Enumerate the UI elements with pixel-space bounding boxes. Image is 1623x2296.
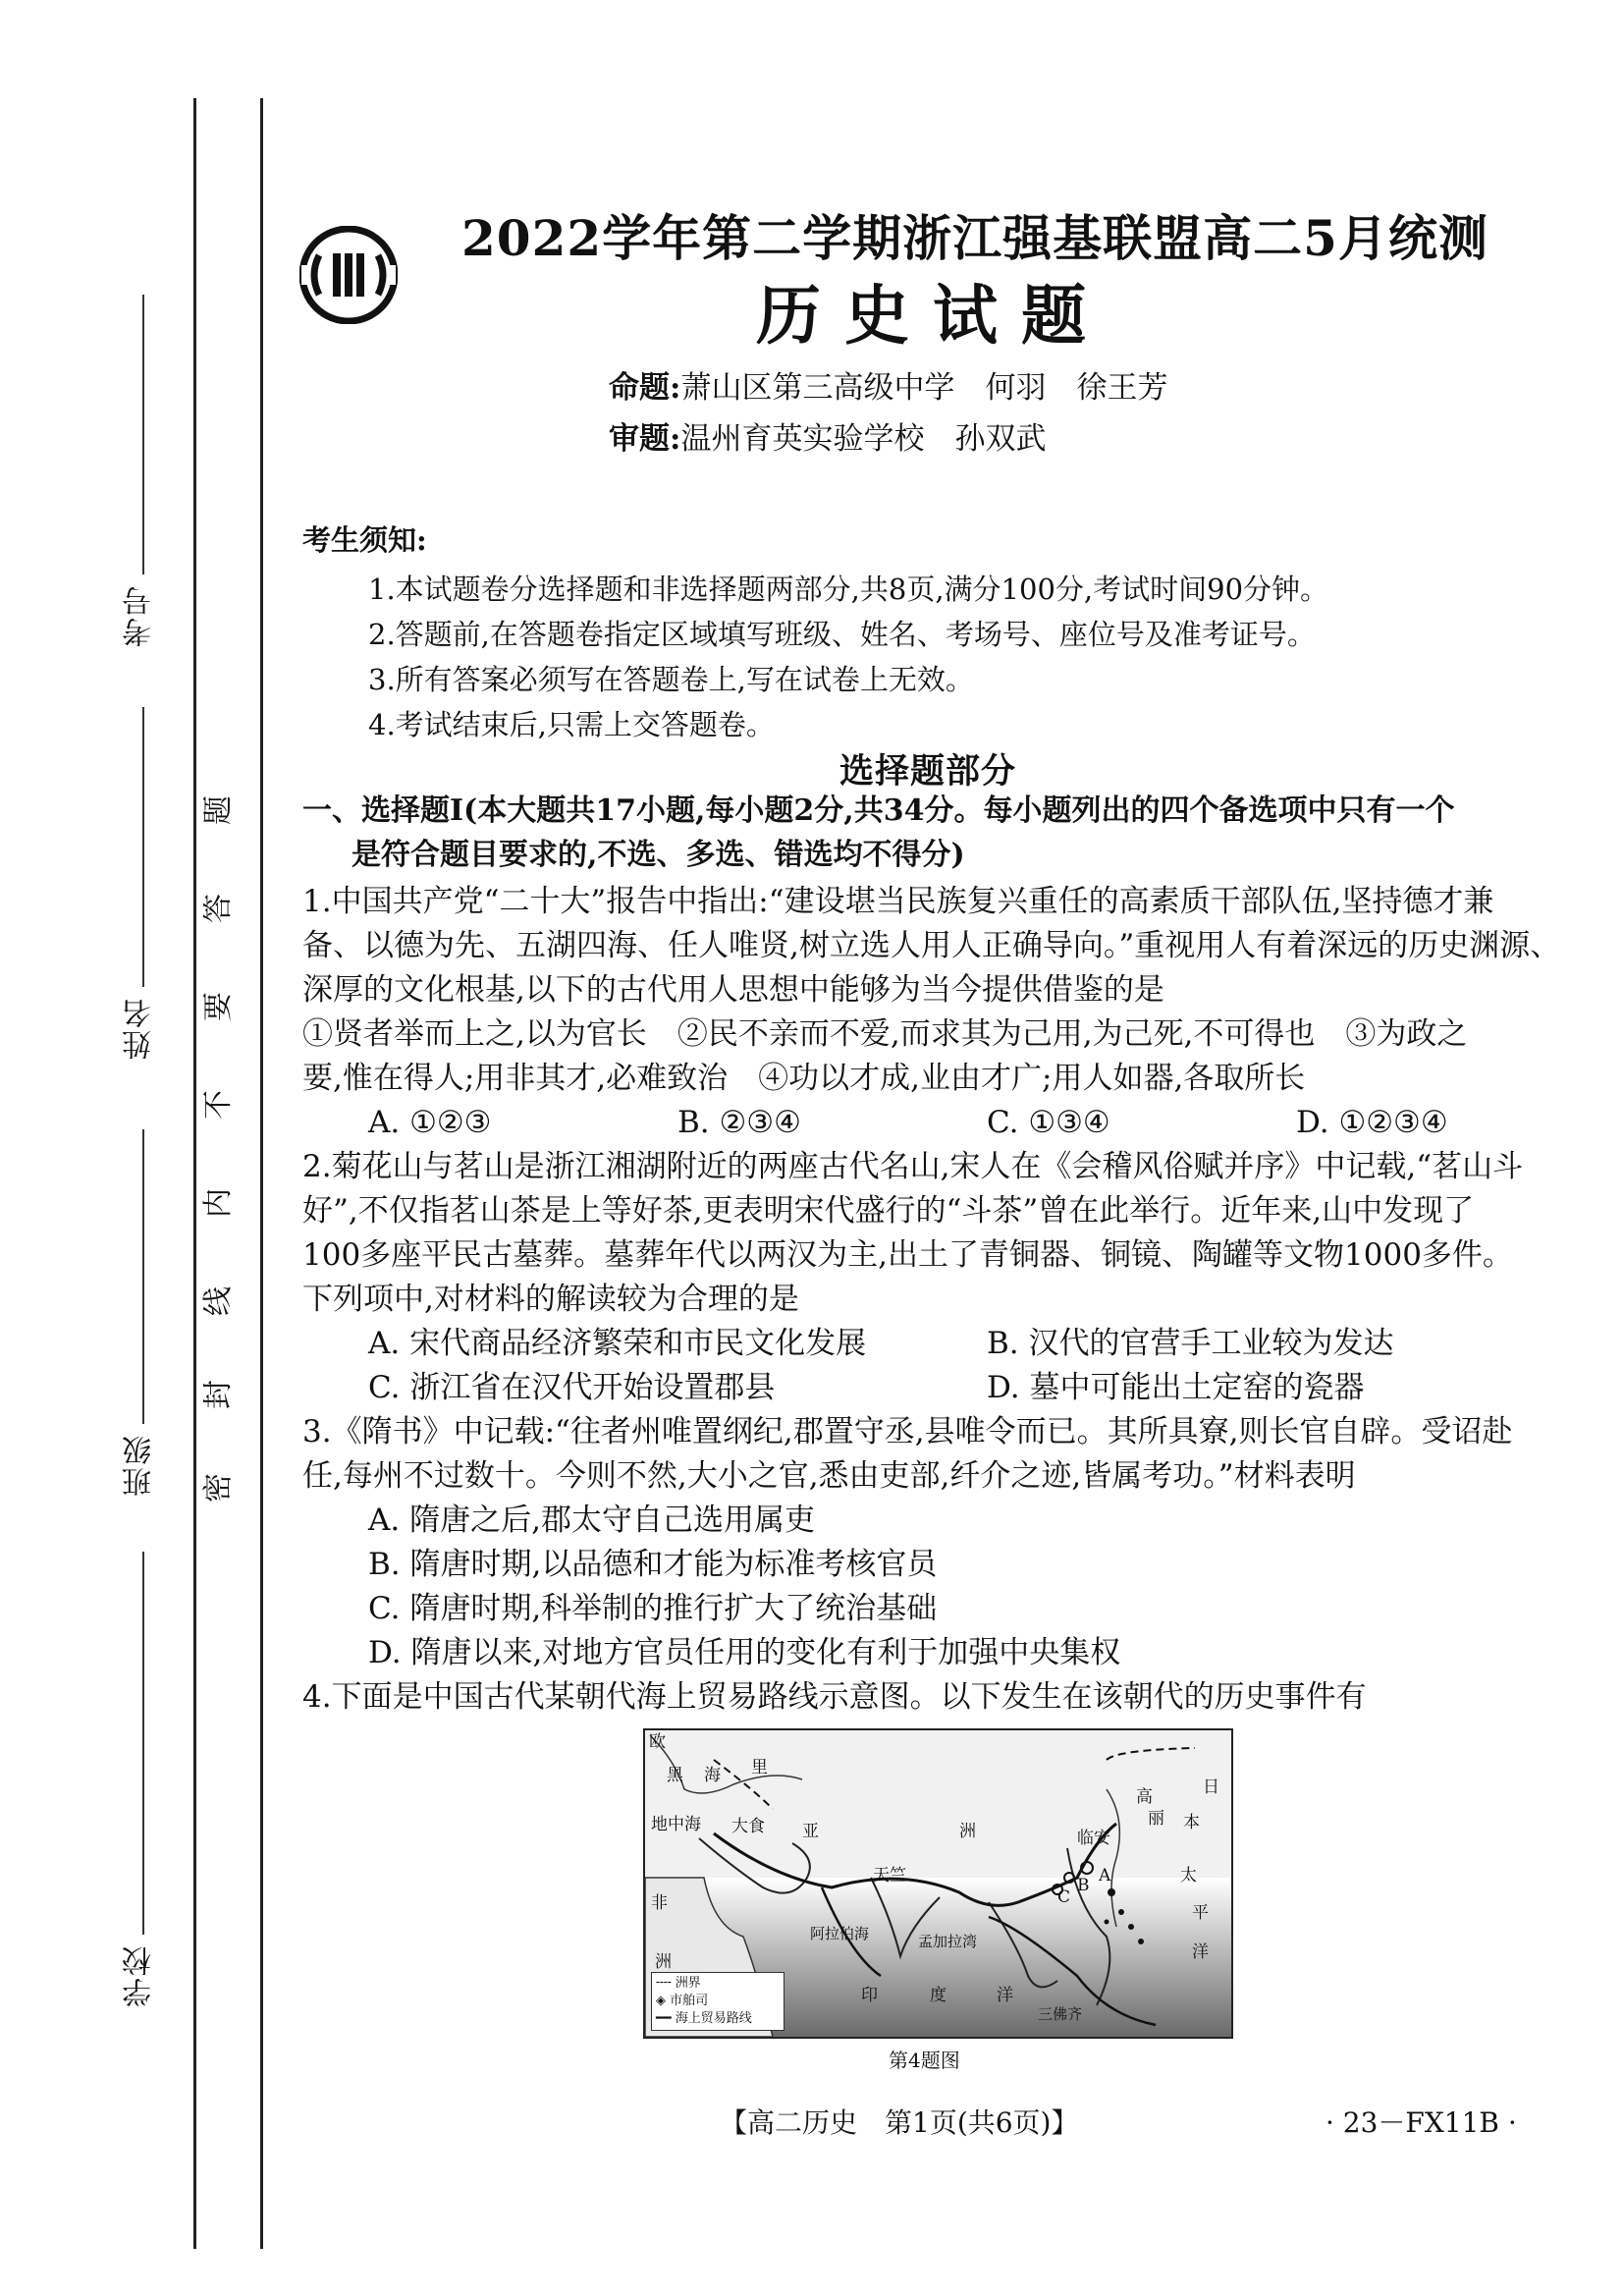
reviewer-line	[609, 421, 1047, 457]
map-label-europe: 欧	[649, 1732, 666, 1752]
seal-char: 答	[201, 894, 236, 923]
question-2-text: 好”,不仅指茗山茶是上等好茶,更表明宋代盛行的“斗茶”曾在此举行。近年来,山中发现了	[302, 1193, 1475, 1229]
map-label-linan: 临安	[1077, 1829, 1110, 1848]
seal-char: 不	[201, 1090, 236, 1120]
map-label-pacific: 太	[1180, 1866, 1197, 1886]
question-1-text: 深厚的文化根基,以下的古代用人思想中能够为当今提供借鉴的是	[302, 972, 1164, 1008]
question-1-text: 1.中国共产党“二十大”报告中指出:“建设堪当民族复兴重任的高素质干部队伍,坚持德才兼	[302, 884, 1494, 919]
figure-caption: 第4题图	[889, 2049, 960, 2072]
label-student-no: 考号	[123, 584, 157, 647]
question-3-option: C. 隋唐时期,科举制的推行扩大了统治基础	[368, 1591, 938, 1626]
label-class: 班级	[123, 1434, 157, 1497]
question-3-option: B. 隋唐时期,以品德和才能为标准考核官员	[368, 1547, 938, 1582]
notice-heading: 考生须知:	[302, 523, 427, 557]
map-label-mediterranean: 地中海	[651, 1815, 701, 1834]
map-label-japan: 本	[1183, 1813, 1200, 1832]
author-value: 萧山区第三高级中学 何羽 徐王芳	[680, 370, 1168, 406]
seal-char: 封	[201, 1380, 236, 1409]
legend-item: ╌╌ 洲界	[656, 1976, 701, 1991]
map-label-dashi: 大食	[731, 1817, 765, 1836]
question-2-option: A. 宋代商品经济繁荣和市民文化发展	[368, 1326, 867, 1361]
seal-char: 题	[201, 795, 236, 825]
map-label-point-a: A	[1099, 1866, 1111, 1886]
map-label-asia: 亚	[802, 1822, 819, 1841]
seal-char: 密	[201, 1473, 236, 1503]
map-label-indian-ocean: 洋	[997, 1986, 1013, 2005]
map-label-arabian-sea: 阿拉伯海	[810, 1925, 870, 1942]
label-name: 姓名	[123, 997, 157, 1060]
question-3-text: 任,每州不过数十。今则不然,大小之官,悉由吏部,纤介之迹,皆属考功。”材料表明	[302, 1458, 1356, 1494]
map-label-africa: 洲	[655, 1952, 672, 1972]
question-3-option: D. 隋唐以来,对地方官员任用的变化有利于加强中央集权	[368, 1635, 1121, 1670]
question-1-text: 备、以德为先、五湖四海、任人唯贤,树立选人用人正确导向。”重视用人有着深远的历史渊源、	[302, 928, 1561, 963]
map-label-li: 里	[751, 1758, 768, 1777]
map-label-continent: 洲	[959, 1822, 976, 1841]
notice-item: 4.考试结束后,只需上交答题卷。	[368, 708, 775, 741]
map-label-japan: 日	[1203, 1777, 1219, 1797]
question-2-option: C. 浙江省在汉代开始设置郡县	[368, 1370, 776, 1405]
question-1-option: A. ①②③	[368, 1105, 492, 1140]
page-footer: 【高二历史 第1页(共6页)】	[720, 2106, 1079, 2139]
section-instructions: 是符合题目要求的,不选、多选、错选均不得分)	[352, 838, 965, 872]
notice-item: 1.本试题卷分选择题和非选择题两部分,共8页,满分100分,考试时间90分钟。	[368, 573, 1329, 606]
map-label-sea: 海	[704, 1766, 721, 1785]
blank-school[interactable]	[142, 1552, 144, 1935]
trade-route-map	[643, 1728, 1233, 2039]
legend-item: ━━ 海上贸易路线	[656, 2011, 752, 2027]
map-label-goryeo: 丽	[1148, 1809, 1164, 1829]
reviewer-label: 审题:	[609, 421, 681, 457]
label-school: 学校	[123, 1944, 157, 2007]
map-label-point-b: B	[1077, 1876, 1090, 1895]
author-line	[609, 370, 1168, 406]
map-label-indian-ocean: 度	[930, 1986, 947, 2005]
question-2-text: 2.菊花山与茗山是浙江湘湖附近的两座古代名山,宋人在《会稽风俗赋并序》中记载,“茗山斗	[302, 1149, 1524, 1184]
map-label-point-c: C	[1057, 1887, 1071, 1907]
question-2-option: D. 墓中可能出土定窑的瓷器	[987, 1370, 1365, 1405]
question-2-text: 100多座平民古墓葬。墓葬年代以两汉为主,出土了青铜器、铜镜、陶罐等文物1000多件。	[302, 1237, 1513, 1273]
question-3-option: A. 隋唐之后,郡太守自己选用属吏	[368, 1503, 815, 1538]
question-2-text: 下列项中,对材料的解读较为合理的是	[302, 1282, 799, 1317]
question-1-text: 要,惟在得人;用非其才,必难致治 ④功以才成,业由才广;用人如器,各取所长	[302, 1061, 1306, 1096]
section-title: 选择题部分	[839, 751, 1017, 792]
seal-char: 线	[201, 1286, 236, 1316]
blank-class[interactable]	[142, 1129, 144, 1424]
binding-line-left	[193, 98, 196, 2249]
map-legend	[651, 1972, 784, 2031]
map-label-africa: 非	[651, 1893, 668, 1913]
reviewer-value: 温州育英实验学校 孙双武	[680, 421, 1047, 457]
question-1-option: D. ①②③④	[1296, 1105, 1448, 1140]
section-instructions: 一、选择题Ⅰ(本大题共17小题,每小题2分,共34分。每小题列出的四个备选项中只有一个	[302, 793, 1455, 828]
map-label-tianzhu: 天竺	[873, 1866, 906, 1886]
map-label-bay-of-bengal: 孟加拉湾	[918, 1933, 978, 1950]
question-4-text: 4.下面是中国古代某朝代海上贸易路线示意图。以下发生在该朝代的历史事件有	[302, 1679, 1367, 1715]
seal-char: 要	[201, 992, 236, 1021]
exam-title: 2022学年第二学期浙江强基联盟高二5月统测	[461, 209, 1488, 267]
paper-code: · 23－FX11B ·	[1325, 2106, 1517, 2139]
question-1-text: ①贤者举而上之,以为官长 ②民不亲而不爱,而求其为己用,为己死,不可得也 ③为政之	[302, 1016, 1468, 1052]
question-1-option: B. ②③④	[677, 1105, 801, 1140]
blank-student-no[interactable]	[142, 295, 144, 574]
binding-line-right	[260, 98, 263, 2249]
alliance-logo	[299, 226, 398, 324]
map-label-srivijaya: 三佛齐	[1038, 2005, 1083, 2023]
notice-item: 3.所有答案必须写在答题卷上,写在试卷上无效。	[368, 663, 974, 696]
question-1-option: C. ①③④	[987, 1105, 1110, 1140]
map-label-pacific: 平	[1192, 1903, 1209, 1923]
map-label-indian-ocean: 印	[861, 1986, 878, 2005]
author-label: 命题:	[609, 370, 681, 406]
map-label-goryeo: 高	[1136, 1787, 1153, 1807]
seal-char: 内	[201, 1188, 236, 1218]
subject-title: 历史试题	[756, 277, 1109, 354]
map-label-black-sea: 黑	[667, 1766, 683, 1785]
legend-item: ◈ 市舶司	[656, 1994, 709, 2009]
map-label-pacific: 洋	[1192, 1942, 1209, 1962]
notice-item: 2.答题前,在答题卷指定区域填写班级、姓名、考场号、座位号及准考证号。	[368, 618, 1316, 651]
blank-name[interactable]	[142, 707, 144, 987]
question-2-option: B. 汉代的官营手工业较为发达	[987, 1326, 1394, 1361]
question-3-text: 3.《隋书》中记载:“往者州唯置纲纪,郡置守丞,县唯令而已。其所具寮,则长官自辟。受诏赴	[302, 1414, 1513, 1449]
